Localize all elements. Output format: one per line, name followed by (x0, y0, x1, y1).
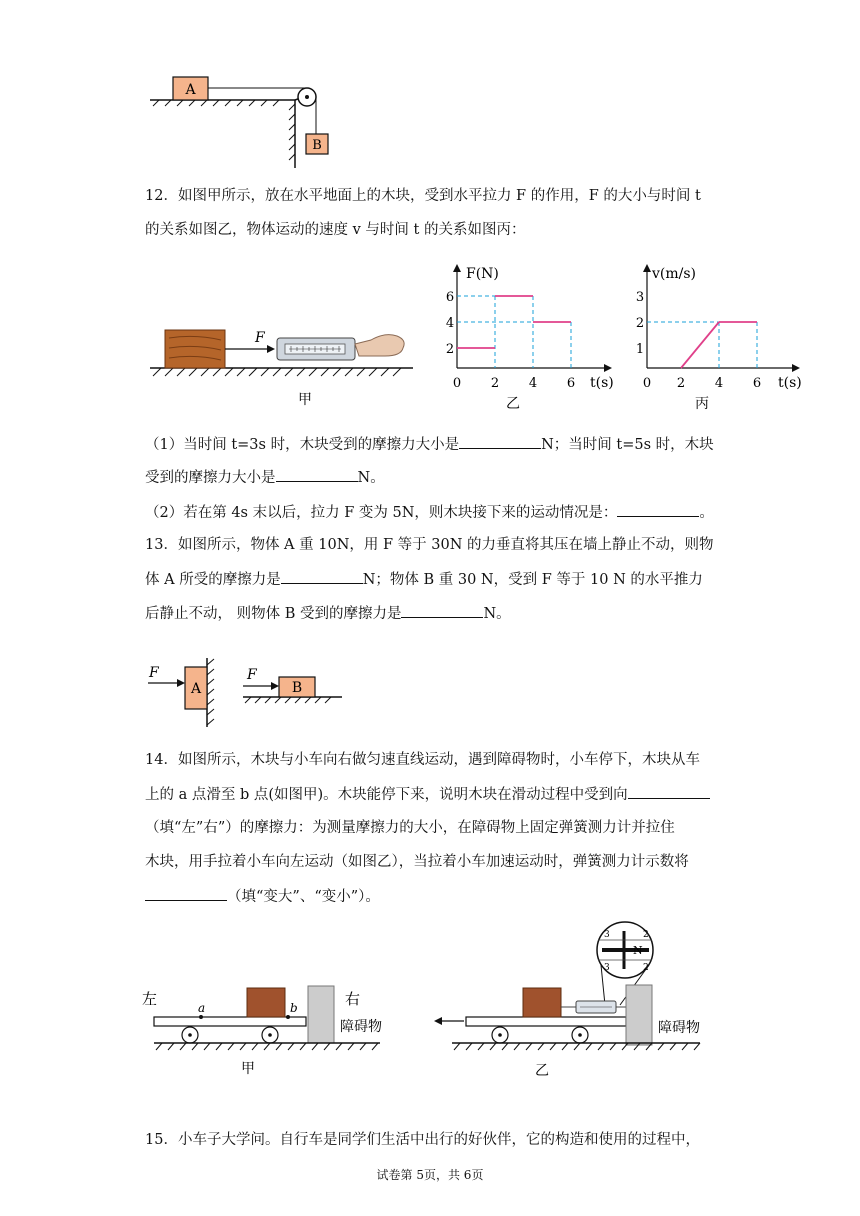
hand-icon (355, 335, 404, 356)
yi-y-tick: 2 (445, 342, 455, 357)
q12-fig-jia (145, 318, 415, 413)
yi-x-axis-label: t(s) (590, 375, 614, 391)
q13-text-c: 后静止不动， 则物体 B 受到的摩擦力是 (145, 606, 402, 622)
q14-line2 (145, 784, 710, 805)
yi-y-tick: 4 (445, 316, 455, 331)
svg-text:3: 3 (604, 963, 610, 973)
answer-blank[interactable] (401, 603, 483, 618)
block-b-label: B (312, 138, 322, 153)
block-b-label: B (291, 680, 303, 696)
obstacle (626, 985, 652, 1045)
q13-text-d: N。 (483, 606, 511, 622)
answer-blank[interactable] (459, 434, 541, 449)
q12-fig-yi (440, 256, 625, 416)
point-a-label: a (198, 1001, 206, 1015)
bing-x-tick: 0 (642, 376, 652, 391)
q14-line4: 木块，用手拉着小车向左运动（如图乙），当拉着小车加速运动时，弹簧测力计示数将 (145, 854, 689, 870)
q12-stem-line2: 的关系如图乙，物体运动的速度 v 与时间 t 的关系如图丙： (145, 222, 526, 238)
cart-platform (466, 1017, 626, 1026)
pulley-figure (145, 70, 335, 170)
fig-jia-caption: 甲 (241, 1061, 255, 1077)
q14-line1: 14．如图所示，木块与小车向右做匀速直线运动，遇到障碍物时，小车停下，木块从车 (145, 752, 700, 768)
svg-text:2: 2 (643, 930, 649, 940)
fig-yi-caption: 乙 (506, 396, 520, 412)
q13-text-a: 体 A 所受的摩擦力是 (145, 572, 281, 588)
q12-part2-text-a: （2）若在第 4s 末以后，拉力 F 变为 5N，则木块接下来的运动情况是： (145, 505, 618, 521)
svg-text:2: 2 (643, 963, 649, 973)
q12-part2-line (145, 502, 714, 523)
answer-blank[interactable] (281, 569, 363, 584)
yi-x-tick: 6 (566, 376, 576, 391)
block-a-label: A (185, 82, 196, 98)
q12-part1-text-c: 受到的摩擦力大小是 (145, 470, 276, 486)
block-a-label: A (190, 681, 202, 697)
q13-line1: 13．如图所示，物体 A 重 10N，用 F 等于 30N 的力垂直将其压在墙上静止不动，则物 (145, 537, 714, 553)
svg-text:3: 3 (604, 930, 610, 940)
obstacle (308, 986, 334, 1043)
page-footer: 试卷第 5页，共 6页 (376, 1168, 484, 1182)
answer-blank[interactable] (628, 784, 710, 799)
bing-y-tick: 3 (635, 290, 645, 305)
q14-line5 (145, 886, 380, 907)
force-f2-label: F (247, 667, 257, 683)
bing-x-tick: 6 (752, 376, 762, 391)
q12-part1-line1 (145, 434, 714, 455)
q12-part1-line2 (145, 467, 385, 488)
wood-block (247, 988, 285, 1017)
q12-part1-text-d: N。 (357, 470, 385, 486)
bing-y-axis-label: v(m/s) (652, 266, 697, 282)
wood-block (523, 988, 561, 1017)
obstacle-label: 障碍物 (658, 1020, 700, 1036)
bing-x-axis-label: t(s) (778, 375, 802, 391)
bing-y-tick: 1 (635, 342, 645, 357)
q14-text-a: 上的 a 点滑至 b 点(如图甲)。木块能停下来，说明木块在滑动过程中受到向 (145, 787, 628, 803)
yi-x-tick: 2 (490, 376, 500, 391)
yi-y-tick: 6 (445, 290, 455, 305)
q12-part1-text-b: N；当时间 t=5s 时，木块 (541, 437, 714, 453)
q13-line3 (145, 603, 511, 624)
answer-blank[interactable] (276, 467, 358, 482)
label-right: 右 (345, 990, 361, 1008)
yi-x-tick: 0 (452, 376, 462, 391)
bing-x-tick: 2 (676, 376, 686, 391)
point-b-label: b (290, 1001, 298, 1015)
q12-stem-line1: 12．如图甲所示，放在水平地面上的木块，受到水平拉力 F 的作用，F 的大小与时间 t (145, 188, 701, 204)
cart-platform (154, 1017, 306, 1026)
fig-yi-caption: 乙 (535, 1063, 549, 1079)
fig-jia-caption: 甲 (298, 392, 312, 408)
q15-line1: 15．小车子大学问。自行车是同学们生活中出行的好伙伴，它的构造和使用的过程中， (145, 1132, 700, 1148)
force-f-label: F (255, 330, 265, 346)
q14-fig-yi (430, 915, 720, 1085)
bing-y-tick: 2 (635, 316, 645, 331)
q14-line3: （填“左”右”）的摩擦力：为测量摩擦力的大小，在障碍物上固定弹簧测力计并拉住 (145, 820, 675, 836)
fig-bing-caption: 丙 (695, 396, 709, 412)
q12-part1-text-a: （1）当时间 t=3s 时，木块受到的摩擦力大小是 (145, 437, 460, 453)
q14-fig-jia (140, 975, 405, 1085)
q13-figure (145, 655, 350, 735)
q13-text-b: N；物体 B 重 30 N，受到 F 等于 10 N 的水平推力 (362, 572, 703, 588)
obstacle-label: 障碍物 (340, 1019, 382, 1035)
svg-text:N: N (633, 944, 643, 957)
force-f1-label: F (149, 665, 159, 681)
q12-fig-bing (630, 256, 820, 416)
q13-line2 (145, 569, 703, 590)
yi-y-axis-label: F(N) (466, 266, 499, 282)
q12-part2-text-b: 。 (699, 505, 714, 521)
label-left: 左 (142, 990, 158, 1008)
yi-x-tick: 4 (528, 376, 538, 391)
bing-segment-2-4 (681, 322, 719, 368)
answer-blank[interactable] (145, 886, 227, 901)
q14-text-b: （填“变大”、“变小”）。 (227, 889, 380, 905)
answer-blank[interactable] (617, 502, 699, 517)
bing-x-tick: 4 (714, 376, 724, 391)
